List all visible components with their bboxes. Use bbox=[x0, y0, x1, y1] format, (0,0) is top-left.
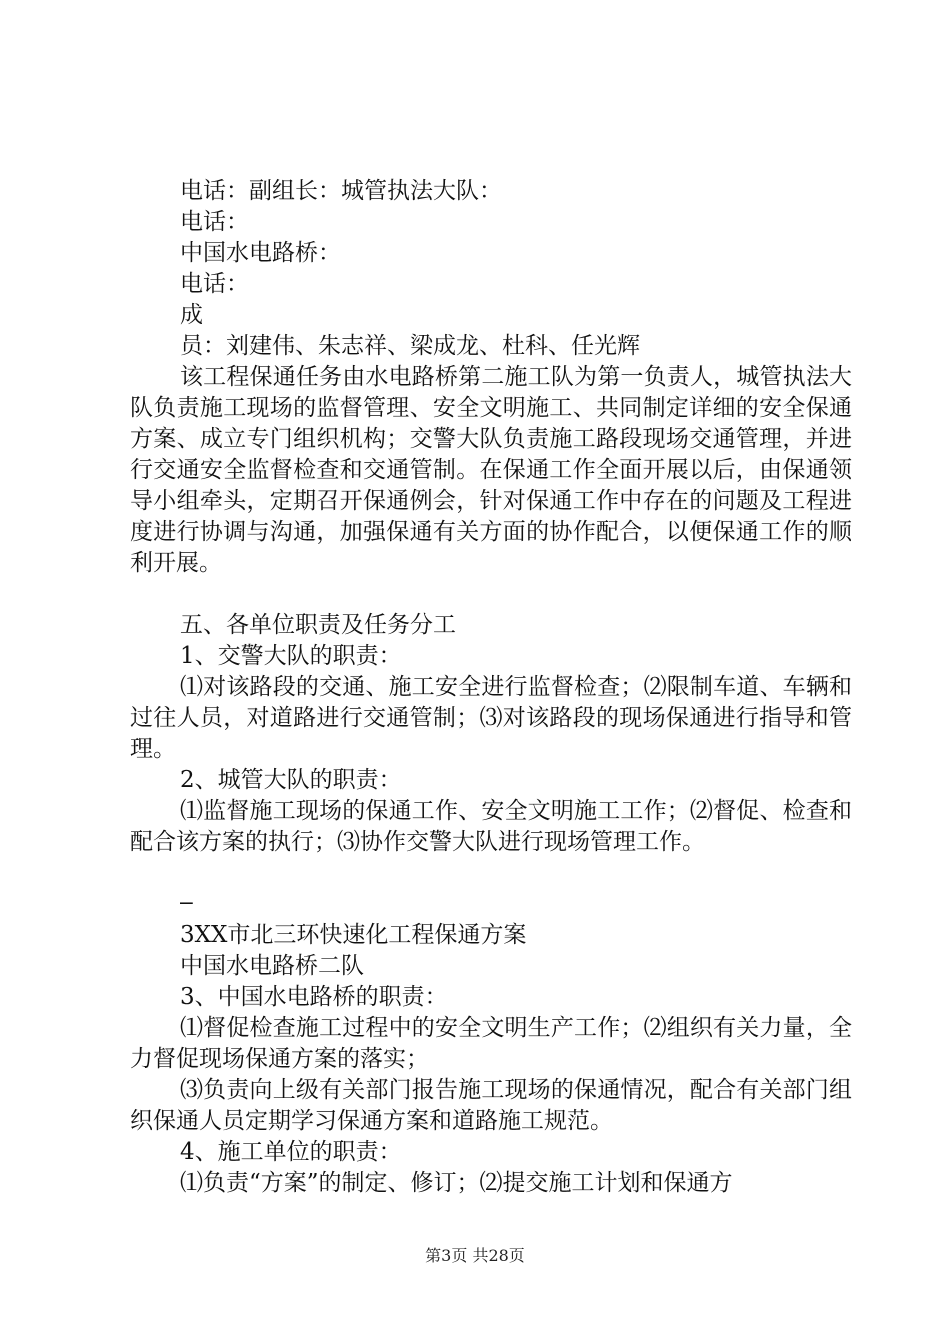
text-line: 成 bbox=[180, 302, 203, 328]
members-line: 员：刘建伟、朱志祥、梁成龙、杜科、任光辉 bbox=[180, 333, 640, 359]
document-org: 中国水电路桥二队 bbox=[180, 953, 364, 979]
text-line: 电话：副组长：城管执法大队： bbox=[180, 178, 502, 204]
item-paragraph: ⑴对该路段的交通、施工安全进行监督检查；⑵限制车道、车辆和过往人员，对道路进行交通管制；⑶对该路段的现场保通进行指导和管理。 bbox=[130, 674, 852, 762]
item-heading: 4、施工单位的职责： bbox=[180, 1139, 402, 1165]
separator-dash: – bbox=[180, 888, 193, 914]
item-paragraph: ⑴负责“方案”的制定、修订；⑵提交施工计划和保通方 bbox=[180, 1170, 733, 1196]
item-heading: 2、城管大队的职责： bbox=[180, 767, 402, 793]
responsibility-paragraph: 该工程保通任务由水电路桥第二施工队为第一负责人，城管执法大队负责施工现场的监督管理、安全文明施工、共同制定详细的安全保通方案、成立专门组织机构；交警大队负责施工路段现场交通管理，并进行交通安全监督检查和交通管制。在保通工作全面开展以后，由保通领导小组牵头，定期召开保通例会，针对保通工作中存在的问题及工程进度进行协调与沟通，加强保通有关方面的协作配合，以便保通工作的顺利开展。 bbox=[130, 364, 852, 576]
page-footer: 第3页 共28页 bbox=[425, 1246, 525, 1265]
item-paragraph: ⑴监督施工现场的保通工作、安全文明施工工作；⑵督促、检查和配合该方案的执行；⑶协作交警大队进行现场管理工作。 bbox=[130, 798, 852, 855]
item-paragraph: ⑶负责向上级有关部门报告施工现场的保通情况，配合有关部门组织保通人员定期学习保通方案和道路施工规范。 bbox=[130, 1077, 852, 1134]
text-line: 电话： bbox=[180, 209, 249, 235]
item-paragraph: ⑴督促检查施工过程中的安全文明生产工作；⑵组织有关力量，全力督促现场保通方案的落实； bbox=[130, 1015, 852, 1072]
text-line: 中国水电路桥： bbox=[180, 240, 341, 266]
document-title: 3XX市北三环快速化工程保通方案 bbox=[180, 922, 527, 948]
document-body bbox=[130, 176, 852, 1199]
section-heading: 五、各单位职责及任务分工 bbox=[180, 612, 456, 638]
text-line: 电话： bbox=[180, 271, 249, 297]
item-heading: 1、交警大队的职责： bbox=[180, 643, 402, 669]
item-heading: 3、中国水电路桥的职责： bbox=[180, 984, 448, 1010]
